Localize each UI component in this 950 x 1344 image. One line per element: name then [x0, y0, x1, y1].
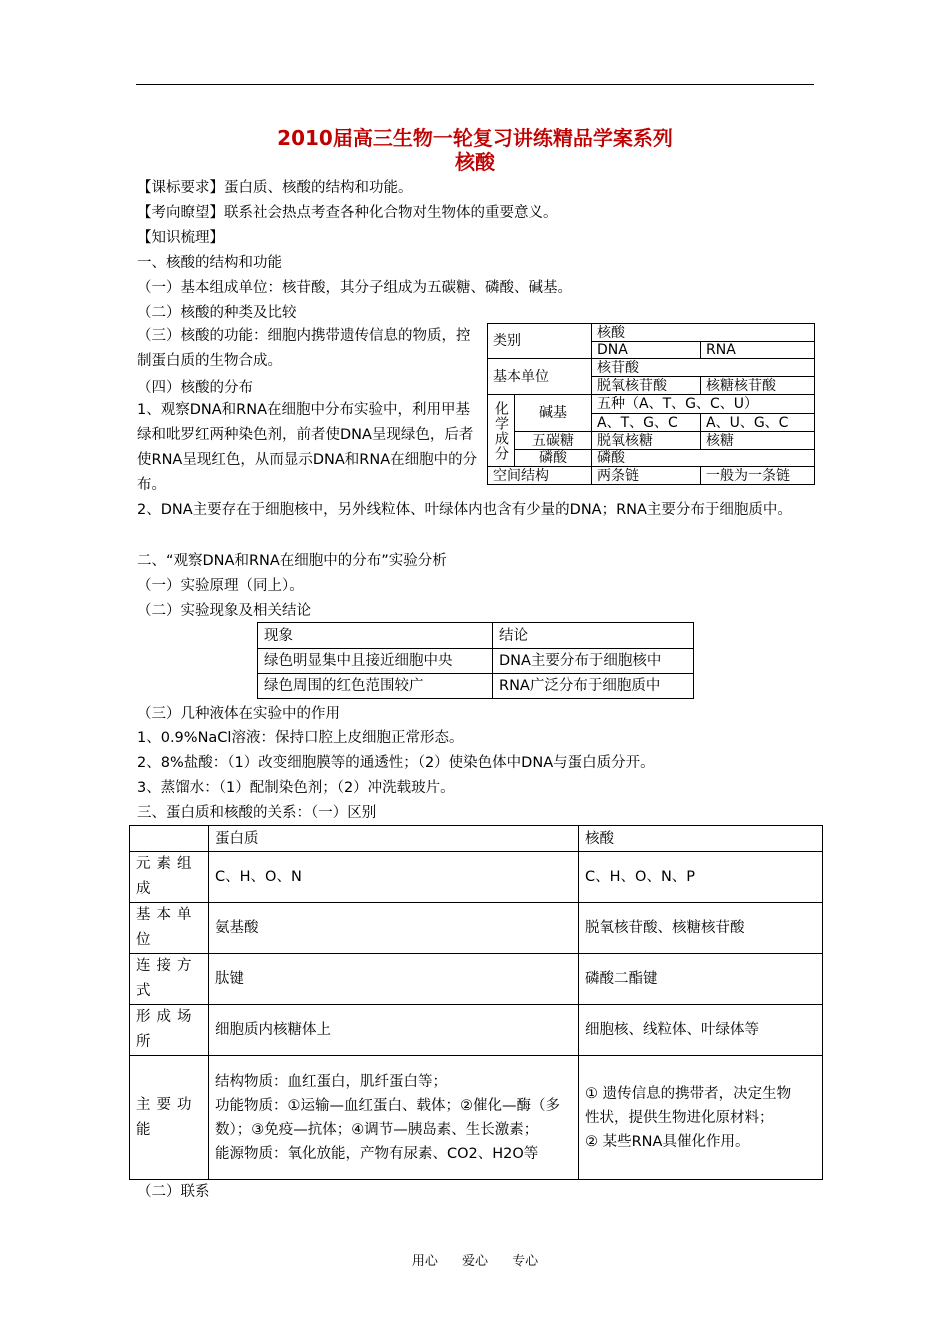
- section1-p2: （二）核酸的种类及比较: [137, 305, 297, 321]
- cell-nucleic-site: 细胞核、线粒体、叶绿体等: [579, 1005, 823, 1056]
- cell-phenomenon-1: 绿色明显集中且接近细胞中央: [258, 649, 493, 674]
- comparison-table: [129, 825, 823, 1180]
- cell-chem-comp: 化学成分: [488, 395, 515, 467]
- footer: 用心 爱心 专心: [411, 1254, 539, 1269]
- outlook-line: 【考向瞭望】联系社会热点考查各种化合物对生物体的重要意义。: [137, 205, 558, 221]
- cell-protein-site: 细胞质内核糖体上: [209, 1005, 579, 1056]
- cell-rna-structure: 一般为一条链: [701, 467, 815, 485]
- cell-rna: RNA: [701, 342, 815, 359]
- cell-protein-header: 蛋白质: [209, 826, 579, 852]
- cell-unit-label: 基本单位: [130, 903, 209, 954]
- cell-site-label: 形成场所: [130, 1005, 209, 1056]
- cell-dna: DNA: [592, 342, 701, 359]
- cell-dna-structure: 两条链: [592, 467, 701, 485]
- section1-p4: （四）核酸的分布: [137, 380, 253, 396]
- cell-conclusion-2: RNA广泛分布于细胞质中: [493, 674, 694, 699]
- section2-p1: （一）实验原理（同上）。: [137, 578, 304, 594]
- cell-deoxy-nucleotide: 脱氧核苷酸: [592, 377, 701, 395]
- protein-function-2: 功能物质：①运输—血红蛋白、载体；②催化—酶（多数）；③免疫—抗体；④调节—胰岛素、生长激素；: [215, 1097, 560, 1138]
- nucleic-function-3: ② 某些RNA具催化作用。: [585, 1133, 750, 1150]
- cell-element-label: 元素组成: [130, 852, 209, 903]
- standard-line: 【课标要求】蛋白质、核酸的结构和功能。: [137, 180, 413, 196]
- cell-base: 碱基: [515, 395, 592, 432]
- cell-protein-elements: C、H、O、N: [209, 852, 579, 903]
- cell-phosphate-val: 磷酸: [592, 450, 815, 467]
- document-title: 2010届高三生物一轮复习讲练精品学案系列: [277, 126, 673, 150]
- cell-nucleic-header: 核酸: [579, 826, 823, 852]
- cell-protein-function: [209, 1056, 579, 1180]
- section1-p5: 1、观察DNA和RNA在细胞中分布实验中，利用甲基绿和吡罗红两种染色剂，前者使DNA呈现绿色，后者使RNA呈现红色，从而显示DNA和RNA在细胞中的分布。: [137, 402, 478, 493]
- cell-category: 类别: [488, 324, 592, 359]
- cell-conclusion-1: DNA主要分布于细胞核中: [493, 649, 694, 674]
- section2-heading: 二、“观察DNA和RNA在细胞中的分布”实验分析: [137, 553, 447, 569]
- section2-p3: （三）几种液体在实验中的作用: [137, 706, 340, 722]
- document-subtitle: 核酸: [455, 150, 495, 174]
- nucleic-function-2: 性状，提供生物进化原材料；: [585, 1109, 774, 1126]
- section1-function: （三）核酸的功能：细胞内携带遗传信息的物质，控制蛋白质的生物合成。: [137, 328, 471, 369]
- knowledge-line: 【知识梳理】: [137, 230, 224, 246]
- cell-nucleic-unit: 脱氧核苷酸、核糖核苷酸: [579, 903, 823, 954]
- cell-bond-label: 连接方式: [130, 954, 209, 1005]
- cell-nucleic-bond: 磷酸二酯键: [579, 954, 823, 1005]
- cell-rna-bases: A、U、G、C: [701, 414, 815, 432]
- section2-p5: 2、8%盐酸：（1）改变细胞膜等的通透性；（2）使染色体中DNA与蛋白质分开。: [137, 755, 655, 771]
- cell-nucleic-function: [579, 1056, 823, 1180]
- cell-basic-unit: 基本单位: [488, 359, 592, 395]
- section2-p6: 3、蒸馏水：（1）配制染色剂；（2）冲洗载玻片。: [137, 780, 455, 796]
- section3-heading: 三、蛋白质和核酸的关系：（一）区别: [137, 805, 377, 821]
- section1-p6: 2、DNA主要存在于细胞核中，另外线粒体、叶绿体内也含有少量的DNA；RNA主要分布于细胞质中。: [137, 502, 792, 518]
- cell-phenomenon-header: 现象: [258, 623, 493, 649]
- cell-ribose: 核糖: [701, 432, 815, 450]
- cell-function-label: 主要功能: [130, 1056, 209, 1180]
- cell-phenomenon-2: 绿色周围的红色范围较广: [258, 674, 493, 699]
- cell-protein-bond: 肽键: [209, 954, 579, 1005]
- cell-nucleic-acid: 核酸: [592, 324, 815, 342]
- protein-function-1: 结构物质：血红蛋白，肌纤蛋白等；: [215, 1073, 447, 1090]
- nucleic-function-1: ① 遗传信息的携带者，决定生物: [585, 1085, 792, 1102]
- header-rule: [136, 84, 814, 85]
- section2-p2: （二）实验现象及相关结论: [137, 603, 311, 619]
- section2-p4: 1、0.9%NaCl溶液：保持口腔上皮细胞正常形态。: [137, 730, 464, 746]
- cell-structure: 空间结构: [488, 467, 592, 485]
- cell-nucleic-elements: C、H、O、N、P: [579, 852, 823, 903]
- section3-link: （二）联系: [137, 1184, 210, 1200]
- cell-nucleotide: 核苷酸: [592, 359, 815, 377]
- cell-five-bases: 五种（A、T、G、C、U）: [592, 395, 815, 414]
- cell-protein-unit: 氨基酸: [209, 903, 579, 954]
- section1-heading: 一、核酸的结构和功能: [137, 255, 282, 271]
- cell-conclusion-header: 结论: [493, 623, 694, 649]
- cell-pentose: 五碳糖: [515, 432, 592, 450]
- cell-empty-header: [130, 826, 209, 852]
- cell-ribo-nucleotide: 核糖核苷酸: [701, 377, 815, 395]
- phenomena-table: [257, 622, 694, 699]
- cell-deoxyribose: 脱氧核糖: [592, 432, 701, 450]
- protein-function-3: 能源物质：氧化放能，产物有尿素、CO2、H2O等: [215, 1145, 539, 1162]
- nucleic-acid-table: [487, 323, 815, 485]
- cell-phosphate: 磷酸: [515, 450, 592, 467]
- cell-dna-bases: A、T、G、C: [592, 414, 701, 432]
- section1-p1: （一）基本组成单位：核苷酸，其分子组成为五碳糖、磷酸、碱基。: [137, 280, 572, 296]
